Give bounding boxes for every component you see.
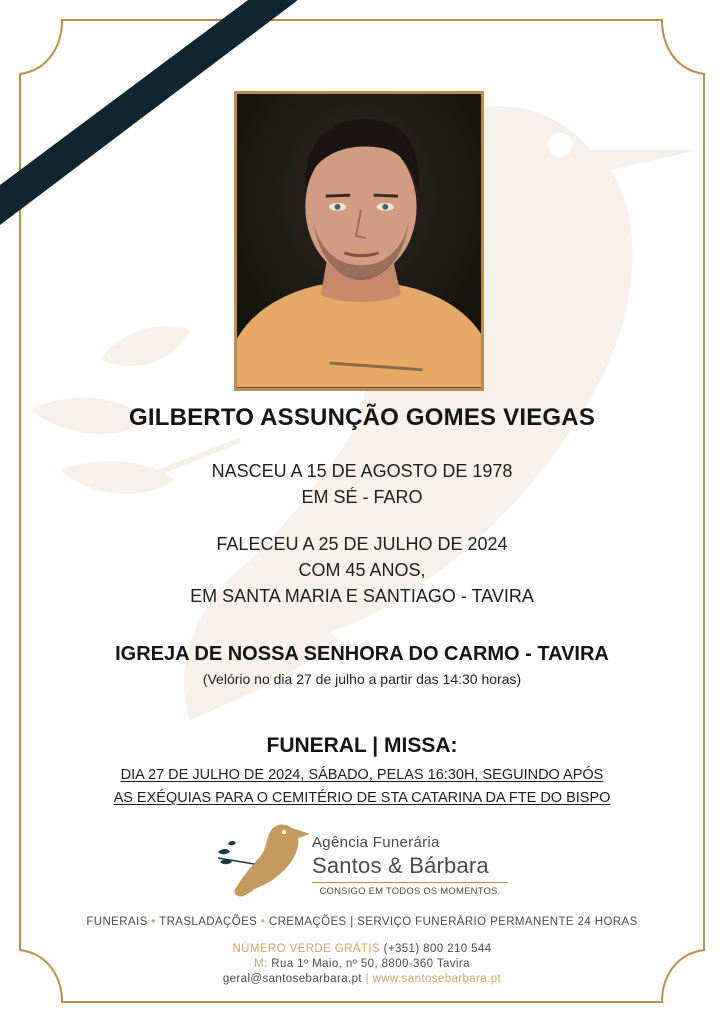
agency-slogan: CONSIGO EM TODOS OS MOMENTOS. — [319, 886, 501, 897]
portrait-photo — [234, 91, 484, 391]
church-name: IGREJA DE NOSSA SENHORA DO CARMO - TAVIRA — [115, 643, 609, 665]
death-place: EM SANTA MARIA E SANTIAGO - TAVIRA — [190, 586, 534, 606]
service-funerals: FUNERAIS — [86, 916, 148, 928]
service-permanent: SERVIÇO FUNERÁRIO PERMANENTE 24 HORAS — [357, 916, 638, 928]
birth-info — [0, 458, 724, 510]
address-label: M: — [254, 958, 268, 970]
birth-place: EM SÉ - FARO — [301, 487, 423, 507]
death-info — [0, 531, 724, 609]
web-line — [0, 973, 724, 985]
agency-name: Santos & Bárbara — [312, 853, 489, 878]
phone-line — [0, 943, 724, 955]
service-transfers: TRASLADAÇÕES — [159, 916, 258, 928]
service-cremations: CREMAÇÕES — [268, 916, 347, 928]
birth-date: NASCEU A 15 DE AGOSTO DE 1978 — [211, 461, 513, 481]
slogan-divider — [312, 882, 508, 883]
funeral-line-1: DIA 27 DE JULHO DE 2024, SÁBADO, PELAS 16:30H, SEGUINDO APÓS — [120, 767, 604, 783]
funeral-title: FUNERAL | MISSA: — [266, 734, 458, 757]
bullet-separator: • — [260, 916, 269, 928]
funeral-line-2: AS EXÉQUIAS PARA O CEMITÉRIO DE STA CATARINA DA FTE DO BISPO — [113, 790, 611, 806]
website-link[interactable]: www.santosebarbara.pt — [372, 973, 502, 985]
phone-number[interactable]: (+351) 800 210 544 — [383, 943, 492, 955]
funeral-details — [0, 764, 724, 810]
wake-info: (Velório no dia 27 de julho a partir das 14:30 horas) — [202, 671, 522, 687]
address-text: Rua 1º Maio, nº 50, 8800-360 Tavira — [271, 958, 470, 970]
death-age: COM 45 ANOS, — [298, 560, 426, 580]
death-date: FALECEU A 25 DE JULHO DE 2024 — [216, 534, 508, 554]
bullet-separator: • — [151, 916, 160, 928]
email-link[interactable]: geral@santosebarbara.pt — [222, 973, 362, 985]
portrait-image — [237, 94, 481, 388]
services-list — [0, 916, 724, 928]
pipe-separator: | — [350, 916, 358, 928]
address-line — [0, 958, 724, 970]
deceased-name: GILBERTO ASSUNÇÃO GOMES VIEGAS — [128, 404, 596, 431]
phone-label: NÚMERO VERDE GRÁTIS — [232, 943, 380, 955]
agency-label: Agência Funerária — [312, 834, 440, 851]
pipe-separator: | — [365, 973, 373, 985]
